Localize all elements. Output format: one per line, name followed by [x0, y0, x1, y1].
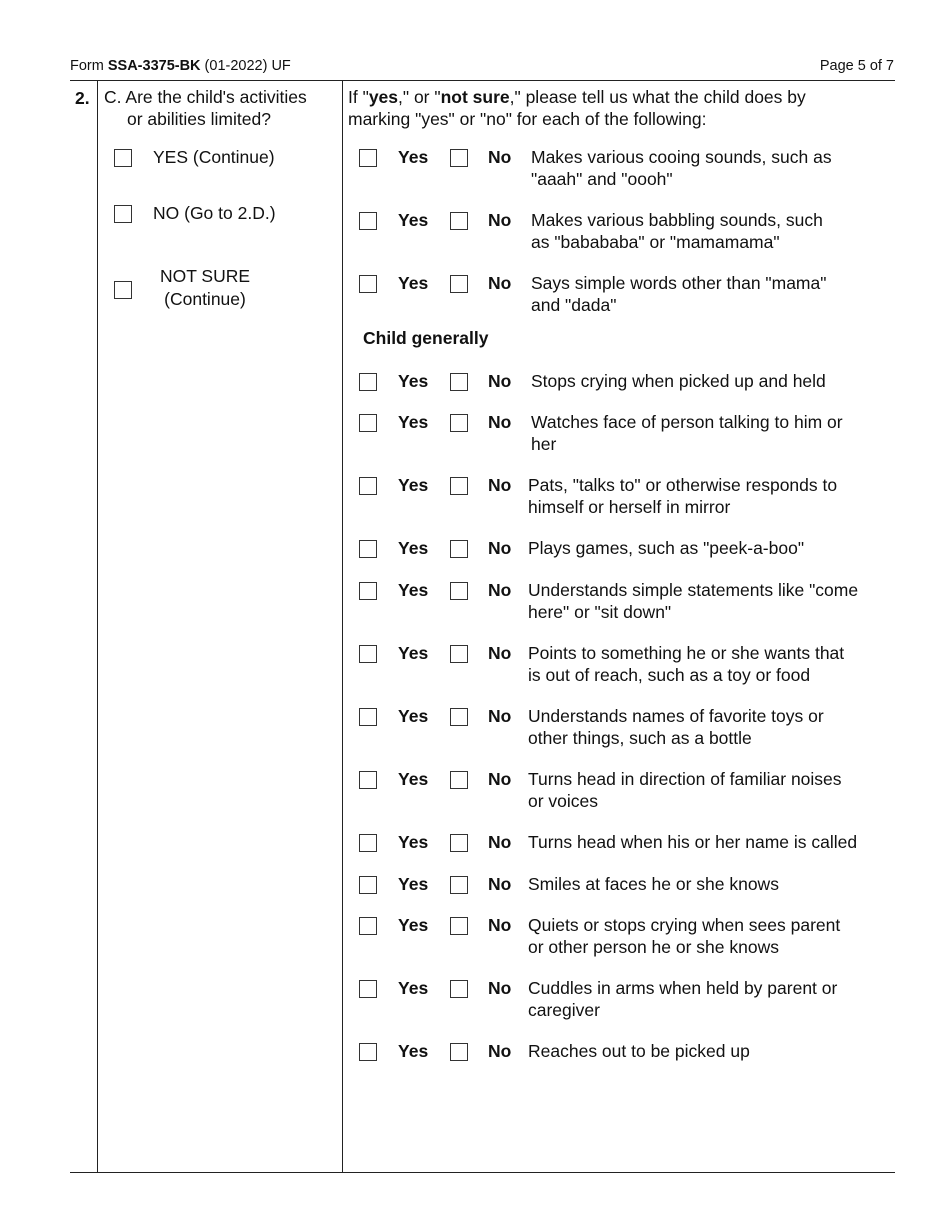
question-text-line1: C. Are the child's activities — [104, 87, 307, 107]
yes-label: Yes — [398, 538, 429, 558]
yes-label: Yes — [398, 371, 429, 391]
page-number: Page 5 of 7 — [819, 58, 894, 74]
no-label: No — [488, 580, 512, 600]
no-checkbox[interactable] — [450, 1043, 468, 1061]
no-checkbox[interactable] — [450, 212, 468, 230]
no-label: No — [488, 412, 512, 432]
left-column-divider — [97, 80, 98, 1173]
yes-label: Yes — [398, 643, 429, 663]
item-text-line1: Says simple words other than "mama" — [531, 273, 827, 293]
section-heading-child-generally: Child generally — [363, 328, 489, 348]
item-text-line1: Makes various babbling sounds, such — [531, 210, 823, 230]
no-goto-2d-checkbox[interactable] — [114, 205, 132, 223]
yes-checkbox[interactable] — [359, 645, 377, 663]
form-number: SSA-3375-BK — [107, 58, 201, 74]
not-sure-label-line1: NOT SURE — [159, 266, 251, 286]
no-checkbox[interactable] — [450, 708, 468, 726]
item-text-line1: Turns head when his or her name is called — [528, 832, 858, 852]
item-text-line1: Makes various cooing sounds, such as — [531, 147, 832, 167]
yes-checkbox[interactable] — [359, 708, 377, 726]
item-text-line1: Reaches out to be picked up — [528, 1041, 750, 1061]
no-checkbox[interactable] — [450, 771, 468, 789]
middle-column-divider — [342, 80, 343, 1173]
question-number: 2. — [75, 88, 90, 108]
no-label: No — [488, 832, 512, 852]
no-checkbox[interactable] — [450, 414, 468, 432]
no-label: No — [488, 769, 512, 789]
yes-checkbox[interactable] — [359, 582, 377, 600]
no-checkbox[interactable] — [450, 540, 468, 558]
no-checkbox[interactable] — [450, 645, 468, 663]
no-checkbox[interactable] — [450, 917, 468, 935]
yes-checkbox[interactable] — [359, 212, 377, 230]
no-checkbox[interactable] — [450, 582, 468, 600]
no-label: No — [488, 1041, 512, 1061]
not-sure-label-line2: (Continue) — [164, 289, 246, 309]
yes-label: Yes — [398, 706, 429, 726]
yes-checkbox[interactable] — [359, 876, 377, 894]
no-checkbox[interactable] — [450, 373, 468, 391]
no-label: No — [488, 538, 512, 558]
yes-checkbox[interactable] — [359, 771, 377, 789]
yes-label: Yes — [398, 580, 429, 600]
no-checkbox[interactable] — [450, 275, 468, 293]
yes-label: Yes — [398, 147, 429, 167]
item-text-line2: is out of reach, such as a toy or food — [528, 665, 811, 685]
item-text-line1: Points to something he or she wants that — [528, 643, 845, 663]
instructions-line1: If "yes," or "not sure," please tell us what the child does by — [348, 87, 806, 107]
no-label: No — [488, 273, 512, 293]
no-checkbox[interactable] — [450, 980, 468, 998]
yes-continue-checkbox[interactable] — [114, 149, 132, 167]
no-label: No — [488, 371, 512, 391]
no-label: No — [488, 915, 512, 935]
no-label: No — [488, 475, 512, 495]
yes-checkbox[interactable] — [359, 1043, 377, 1061]
yes-label: Yes — [398, 978, 429, 998]
form-identifier: Form SSA-3375-BK (01-2022) UF — [70, 58, 291, 74]
item-text-line2: here" or "sit down" — [528, 602, 672, 622]
yes-label: Yes — [398, 915, 429, 935]
yes-checkbox[interactable] — [359, 414, 377, 432]
item-text-line2: her — [531, 434, 557, 454]
not-sure-checkbox[interactable] — [114, 281, 132, 299]
no-checkbox[interactable] — [450, 834, 468, 852]
yes-checkbox[interactable] — [359, 373, 377, 391]
yes-checkbox[interactable] — [359, 477, 377, 495]
yes-checkbox[interactable] — [359, 917, 377, 935]
item-text-line2: or other person he or she knows — [528, 937, 779, 957]
item-text-line1: Cuddles in arms when held by parent or — [528, 978, 838, 998]
item-text-line2: other things, such as a bottle — [528, 728, 752, 748]
bottom-rule — [70, 1172, 895, 1173]
item-text-line1: Pats, "talks to" or otherwise responds to — [528, 475, 838, 495]
yes-label: Yes — [398, 874, 429, 894]
item-text-line2: caregiver — [528, 1000, 600, 1020]
no-label: No — [488, 147, 512, 167]
yes-checkbox[interactable] — [359, 834, 377, 852]
no-checkbox[interactable] — [450, 477, 468, 495]
item-text-line2: as "babababa" or "mamamama" — [531, 232, 780, 252]
item-text-line1: Quiets or stops crying when sees parent — [528, 915, 841, 935]
yes-checkbox[interactable] — [359, 540, 377, 558]
yes-label: Yes — [398, 832, 429, 852]
yes-checkbox[interactable] — [359, 980, 377, 998]
no-goto-2d-label: NO (Go to 2.D.) — [153, 203, 276, 223]
no-label: No — [488, 978, 512, 998]
yes-label: Yes — [398, 475, 429, 495]
no-label: No — [488, 210, 512, 230]
item-text-line2: "aaah" and "oooh" — [531, 169, 673, 189]
yes-checkbox[interactable] — [359, 275, 377, 293]
no-label: No — [488, 643, 512, 663]
no-checkbox[interactable] — [450, 149, 468, 167]
yes-label: Yes — [398, 273, 429, 293]
no-checkbox[interactable] — [450, 876, 468, 894]
no-label: No — [488, 706, 512, 726]
item-text-line1: Plays games, such as "peek-a-boo" — [528, 538, 805, 558]
instructions-line2: marking "yes" or "no" for each of the following: — [348, 109, 707, 129]
item-text-line2: and "dada" — [531, 295, 617, 315]
item-text-line1: Stops crying when picked up and held — [531, 371, 826, 391]
question-text-line2: or abilities limited? — [127, 109, 271, 129]
yes-label: Yes — [398, 210, 429, 230]
yes-continue-label: YES (Continue) — [153, 147, 275, 167]
item-text-line1: Understands simple statements like "come — [528, 580, 859, 600]
yes-label: Yes — [398, 769, 429, 789]
yes-checkbox[interactable] — [359, 149, 377, 167]
item-text-line2: himself or herself in mirror — [528, 497, 731, 517]
item-text-line1: Watches face of person talking to him or — [531, 412, 843, 432]
top-rule — [70, 80, 895, 81]
item-text-line1: Understands names of favorite toys or — [528, 706, 824, 726]
item-text-line1: Smiles at faces he or she knows — [528, 874, 779, 894]
item-text-line2: or voices — [528, 791, 599, 811]
yes-label: Yes — [398, 412, 429, 432]
yes-label: Yes — [398, 1041, 429, 1061]
item-text-line1: Turns head in direction of familiar noises — [528, 769, 842, 789]
no-label: No — [488, 874, 512, 894]
